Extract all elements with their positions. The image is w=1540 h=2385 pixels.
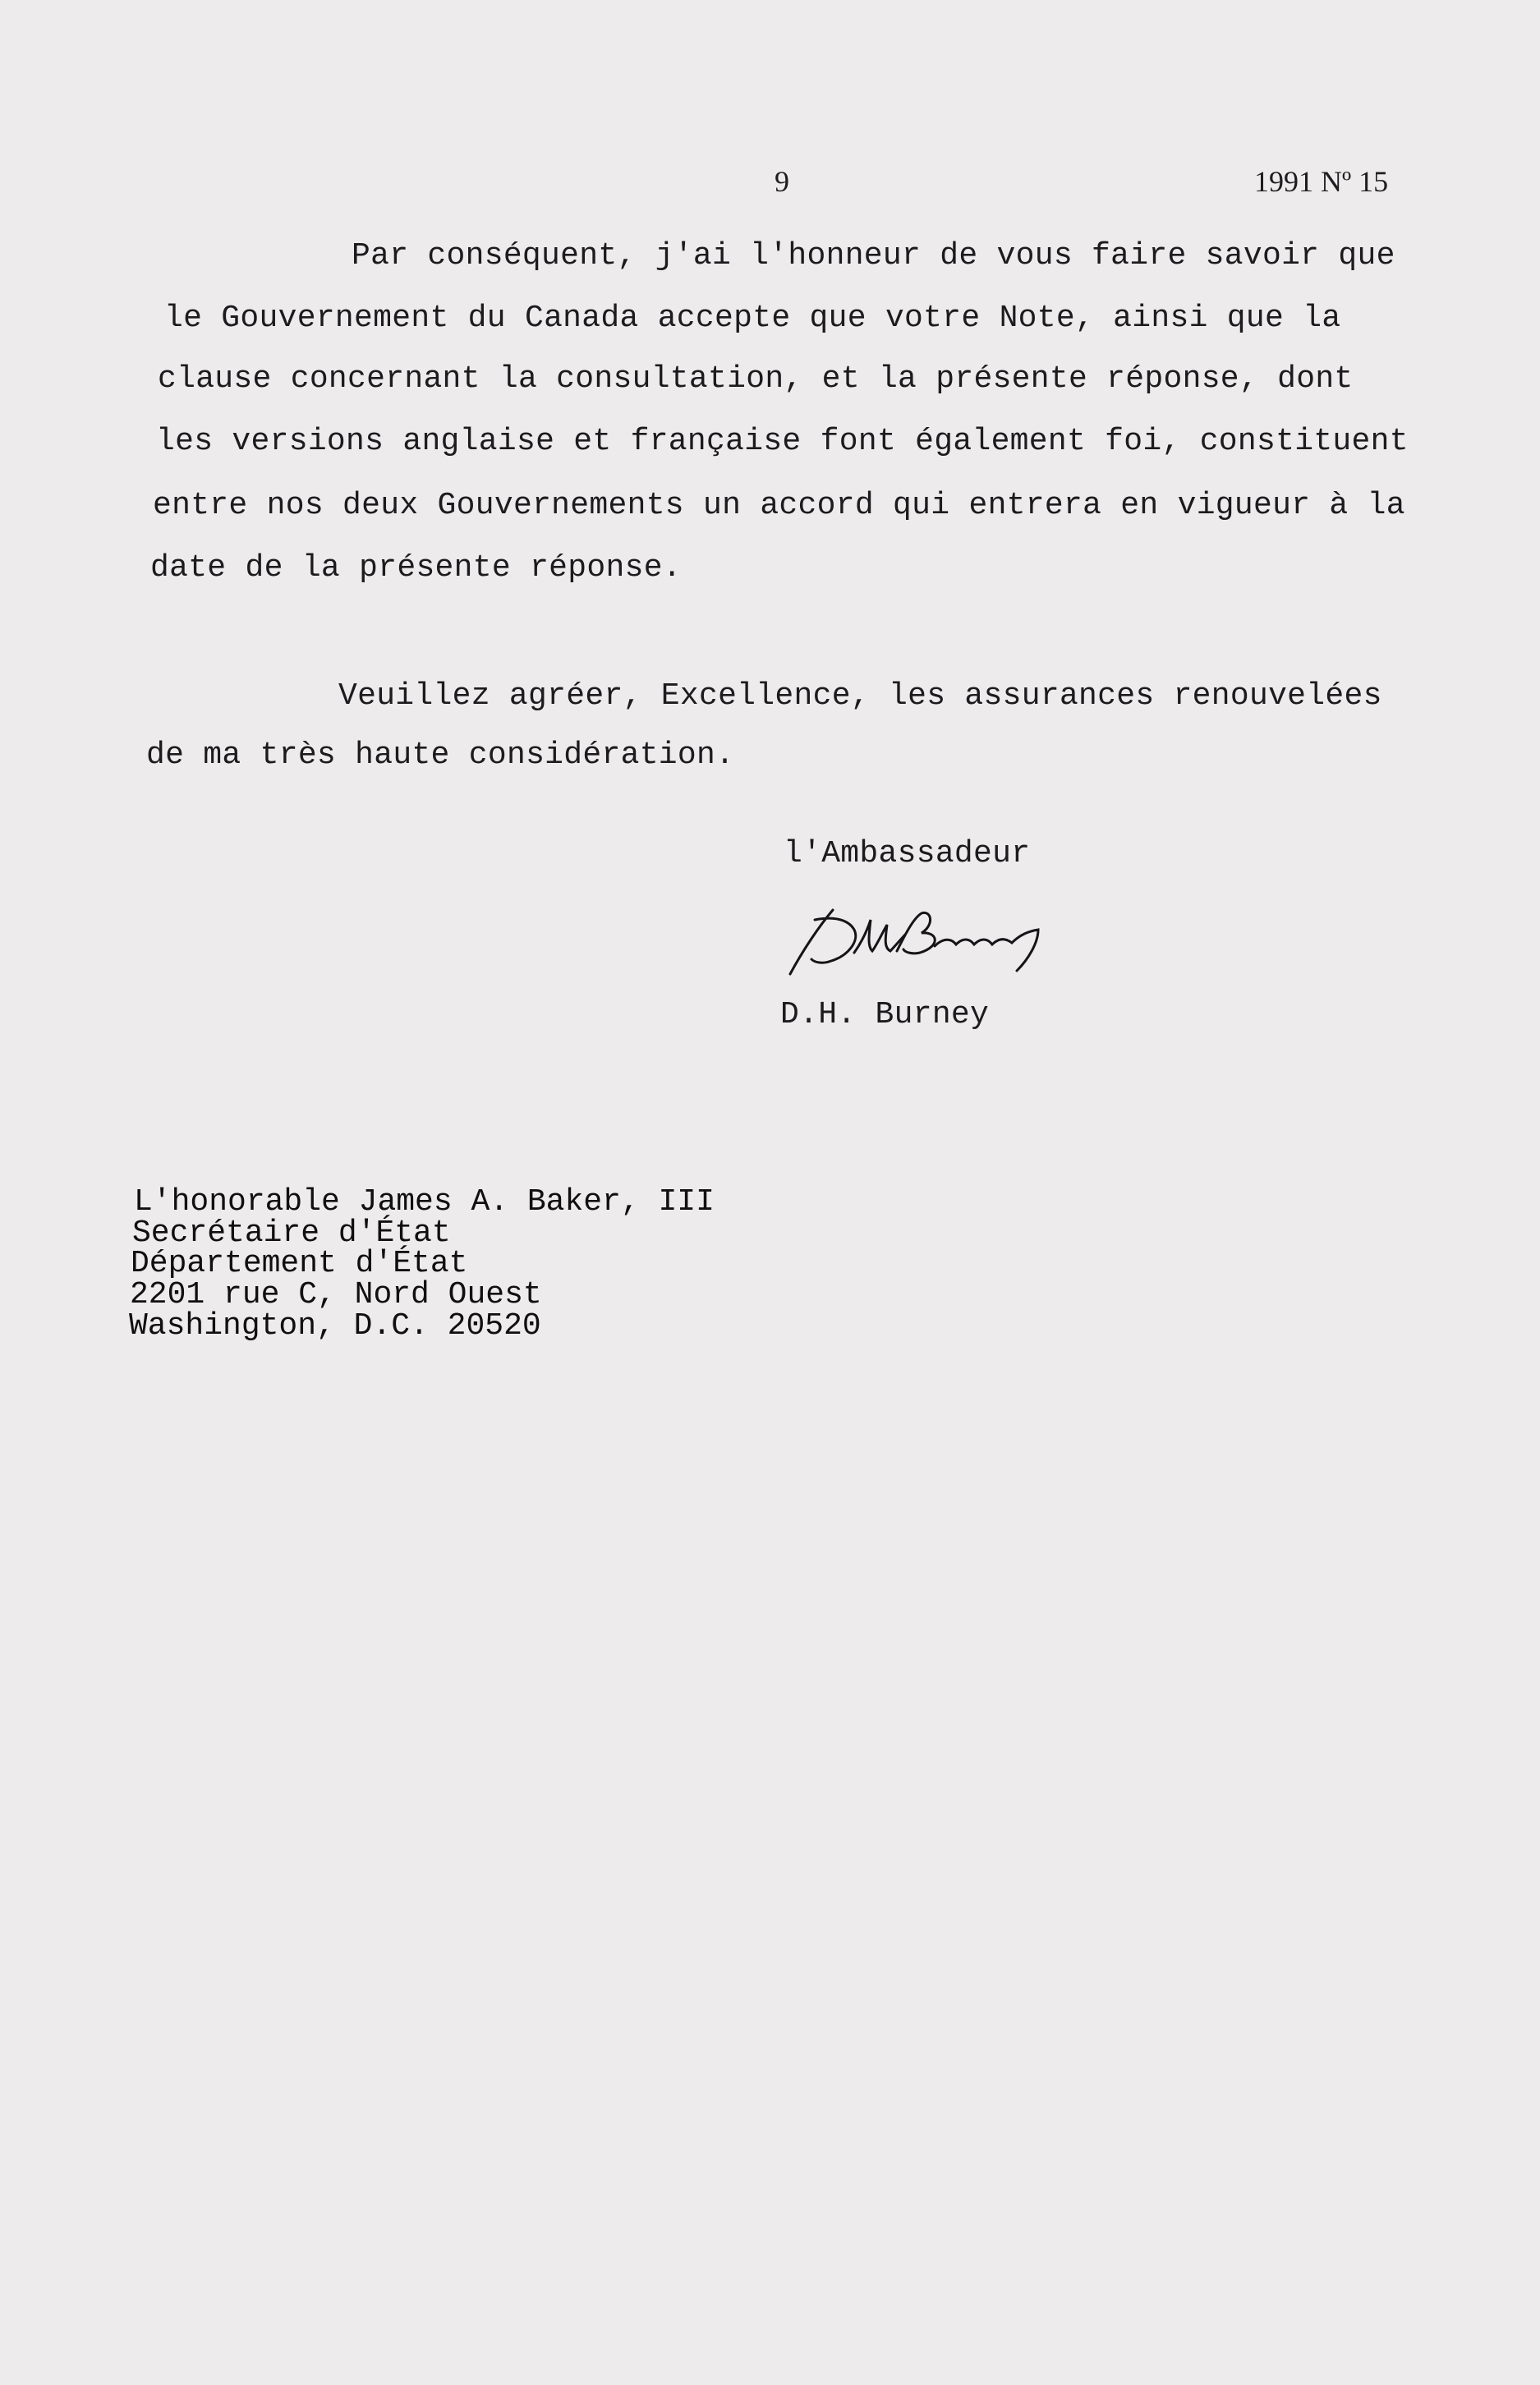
addressee-line: Washington, D.C. 20520: [129, 1308, 541, 1344]
paragraph-line: date de la présente réponse.: [150, 550, 682, 586]
paragraph-line: Par conséquent, j'ai l'honneur de vous faire savoir que: [352, 238, 1395, 273]
signatory-name: D.H. Burney: [780, 997, 990, 1032]
closing-title: l'Ambassadeur: [784, 836, 1031, 871]
paragraph-line: les versions anglaise et française font également foi, constituent: [156, 424, 1409, 459]
paragraph-line: entre nos deux Gouvernements un accord qui entrera en vigueur à la: [153, 488, 1405, 523]
paragraph-line: Veuillez agréer, Excellence, les assurances renouvelées: [338, 678, 1382, 714]
addressee-line: L'honorable James A. Baker, III: [134, 1184, 715, 1220]
paragraph-line: clause concernant la consultation, et la présente réponse, dont: [158, 361, 1354, 397]
handwritten-signature: [782, 902, 1069, 984]
paragraph-line: le Gouvernement du Canada accepte que votre Note, ainsi que la: [164, 301, 1341, 336]
paragraph-line: de ma très haute considération.: [146, 738, 735, 773]
addressee-line: 2201 rue C, Nord Ouest: [130, 1277, 542, 1312]
addressee-line: Département d'État: [131, 1246, 468, 1281]
page-number: 9: [775, 165, 789, 198]
document-reference: 1991 Nº 15: [1254, 165, 1389, 198]
addressee-line: Secrétaire d'État: [132, 1215, 451, 1251]
